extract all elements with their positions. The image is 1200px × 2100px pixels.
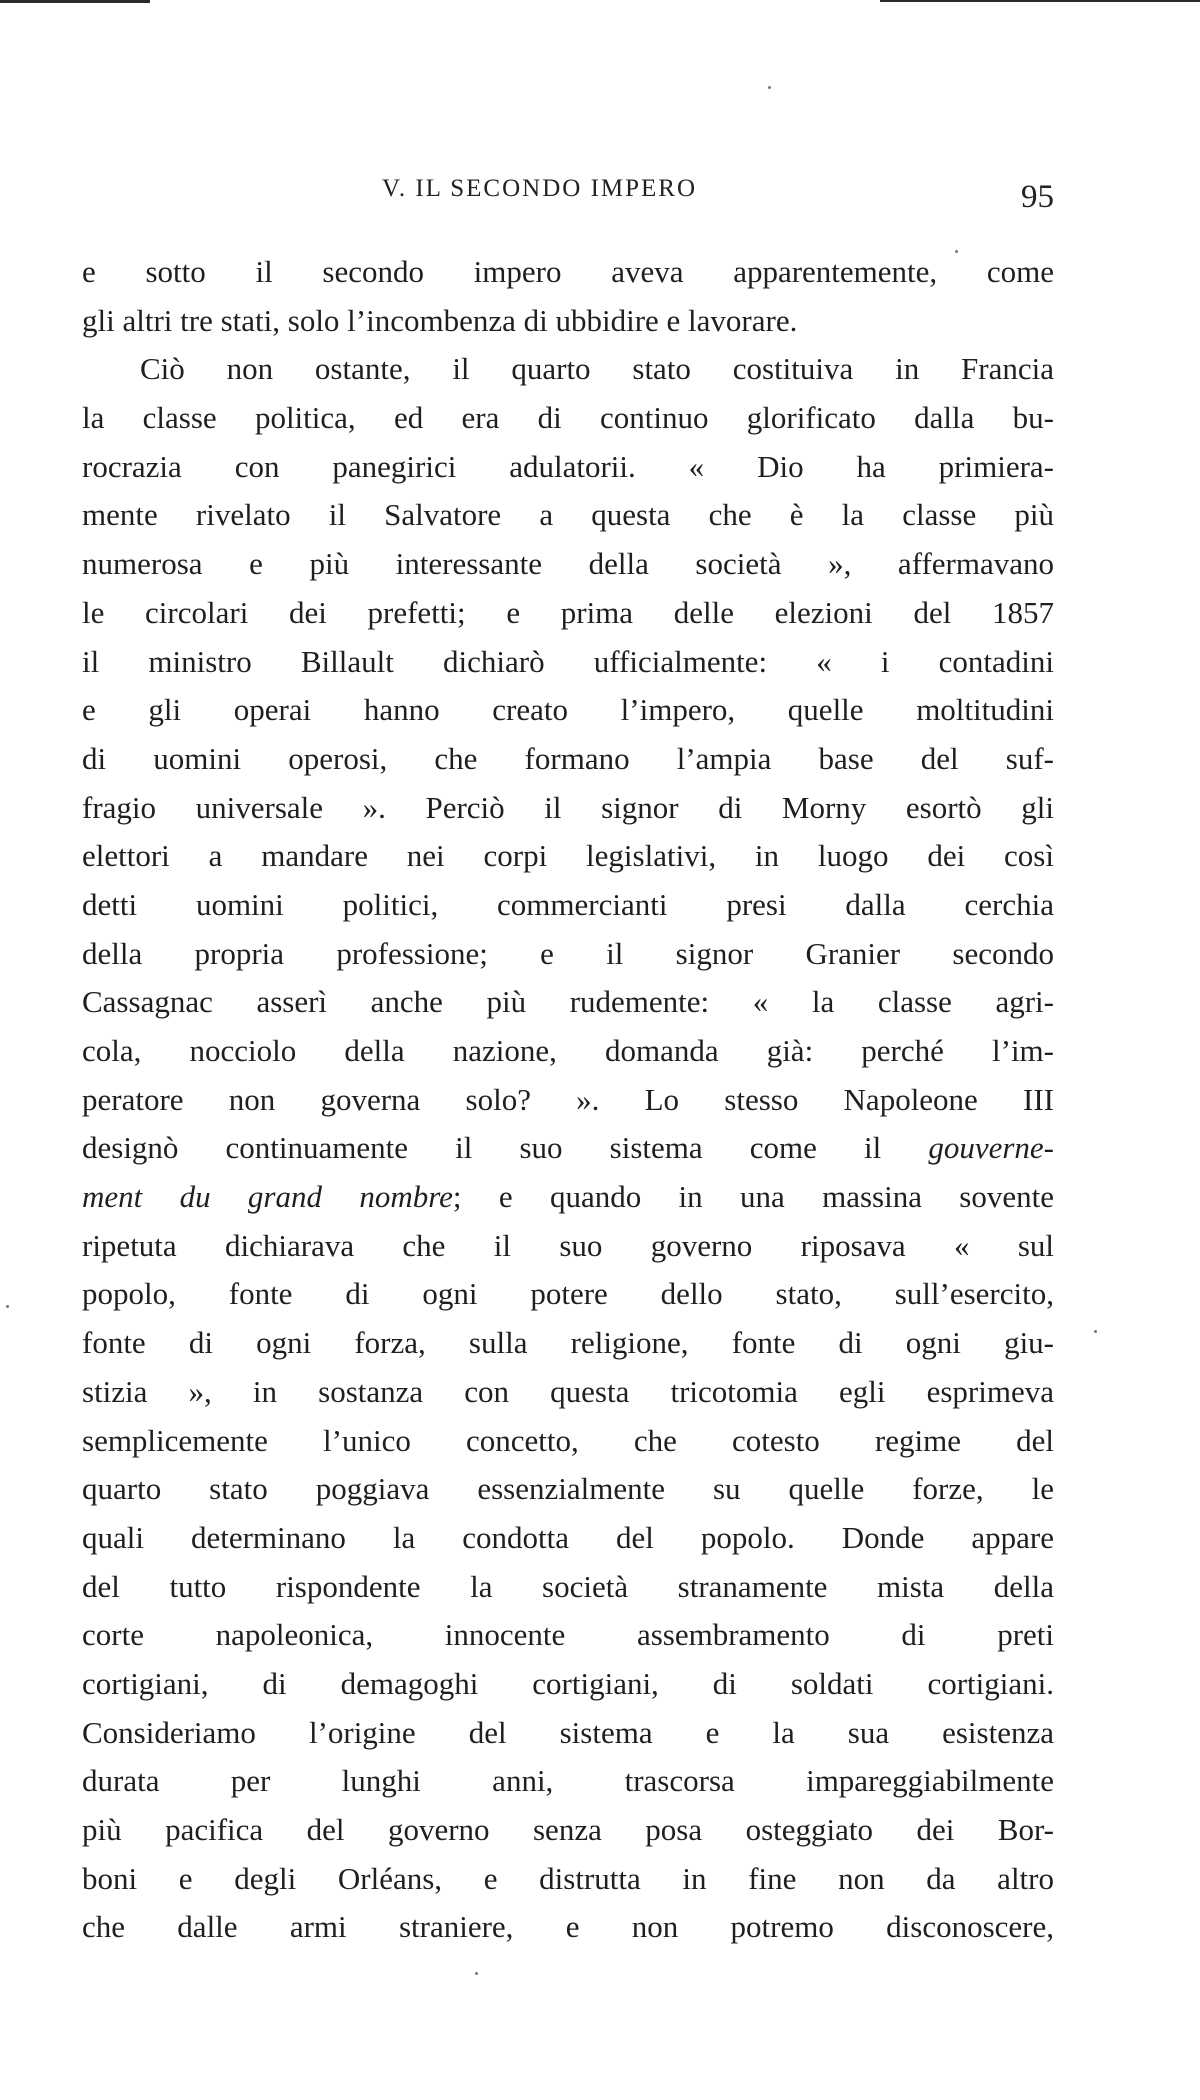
text-line: Cassagnac asserì anche più rudemente: « la classe agri-	[82, 984, 1054, 1020]
text-line: e sotto il secondo impero aveva apparentemente, come	[82, 254, 1054, 289]
text-line: e gli operai hanno creato l’impero, quelle moltitudini	[82, 692, 1054, 728]
text-line: quarto stato poggiava essenzialmente su quelle forze, le	[82, 1471, 1054, 1507]
text-segment: ; e quando in una massina sovente	[452, 1179, 1054, 1215]
text-line: ripetuta dichiarava che il suo governo riposava « sul	[82, 1227, 1054, 1263]
text-line: cola, nocciolo della nazione, domanda già: perché l’im-	[82, 1033, 1054, 1068]
text-line: Consideriamo l’origine del sistema e la sua esistenza	[82, 1714, 1054, 1750]
text-line: numerosa e più interessante della società », affermavano	[82, 546, 1054, 582]
scan-border-left	[0, 0, 150, 3]
italic-phrase: ment du grand nombre	[82, 1179, 453, 1215]
text-line: del tutto rispondente la società stranamente mista della	[82, 1568, 1054, 1604]
text-line: elettori a mandare nei corpi legislativi, in luogo dei così	[82, 838, 1054, 874]
text-line: fonte di ogni forza, sulla religione, fonte di ogni giu-	[82, 1325, 1054, 1361]
text-line: il ministro Billault dichiarò ufficialmente: « i contadini	[82, 643, 1054, 679]
paragraph-first-line: Ciò non ostante, il quarto stato costituiva in Francia	[140, 351, 1054, 387]
running-title: V. IL SECONDO IMPERO	[382, 175, 698, 202]
scan-border-right	[880, 0, 1200, 2]
text-line-with-italic	[82, 1173, 1054, 1222]
text-line: popolo, fonte di ogni potere dello stato, sull’esercito,	[82, 1276, 1054, 1312]
italic-phrase: gouverne-	[928, 1130, 1054, 1166]
text-line: boni e degli Orléans, e distrutta in fine non da altro	[82, 1860, 1054, 1896]
scan-speck	[768, 86, 771, 89]
text-line: stizia », in sostanza con questa tricotomia egli esprimeva	[82, 1373, 1054, 1409]
page-text	[82, 248, 1054, 1952]
text-line: gli altri tre stati, solo l’incombenza di ubbidire e lavorare.	[82, 302, 798, 338]
text-line: più pacifica del governo senza posa osteggiato dei Bor-	[82, 1812, 1054, 1847]
text-line: mente rivelato il Salvatore a questa che è la classe più	[82, 497, 1054, 533]
scan-speck	[955, 250, 958, 253]
text-line: rocrazia con panegirici adulatorii. « Dio ha primiera-	[82, 448, 1054, 484]
text-line: le circolari dei prefetti; e prima delle elezioni del 1857	[82, 594, 1054, 630]
running-head	[82, 175, 1054, 219]
page-number: 95	[1021, 179, 1054, 215]
text-line: quali determinano la condotta del popolo. Donde appare	[82, 1519, 1054, 1555]
text-line: durata per lunghi anni, trascorsa impareggiabilmente	[82, 1763, 1054, 1799]
text-line: che dalle armi straniere, e non potremo disconoscere,	[82, 1909, 1054, 1945]
text-segment: designò continuamente il suo sistema come il	[82, 1130, 882, 1166]
text-line: cortigiani, di demagoghi cortigiani, di soldati cortigiani.	[82, 1665, 1054, 1701]
scan-speck	[6, 1305, 9, 1308]
text-line: semplicemente l’unico concetto, che cotesto regime del	[82, 1422, 1054, 1458]
text-line: fragio universale ». Perciò il signor di Morny esortò gli	[82, 789, 1054, 825]
scan-speck	[1094, 1330, 1097, 1333]
text-line: di uomini operosi, che formano l’ampia base del suf-	[82, 740, 1054, 776]
text-line: peratore non governa solo? ». Lo stesso Napoleone III	[82, 1081, 1054, 1117]
text-line: della propria professione; e il signor Granier secondo	[82, 935, 1054, 971]
text-line-with-italic	[82, 1124, 1054, 1173]
text-line: detti uomini politici, commercianti presi dalla cerchia	[82, 886, 1054, 922]
text-line: corte napoleonica, innocente assembramento di preti	[82, 1617, 1054, 1653]
text-line: la classe politica, ed era di continuo glorificato dalla bu-	[82, 400, 1054, 436]
scan-speck	[475, 1972, 478, 1975]
